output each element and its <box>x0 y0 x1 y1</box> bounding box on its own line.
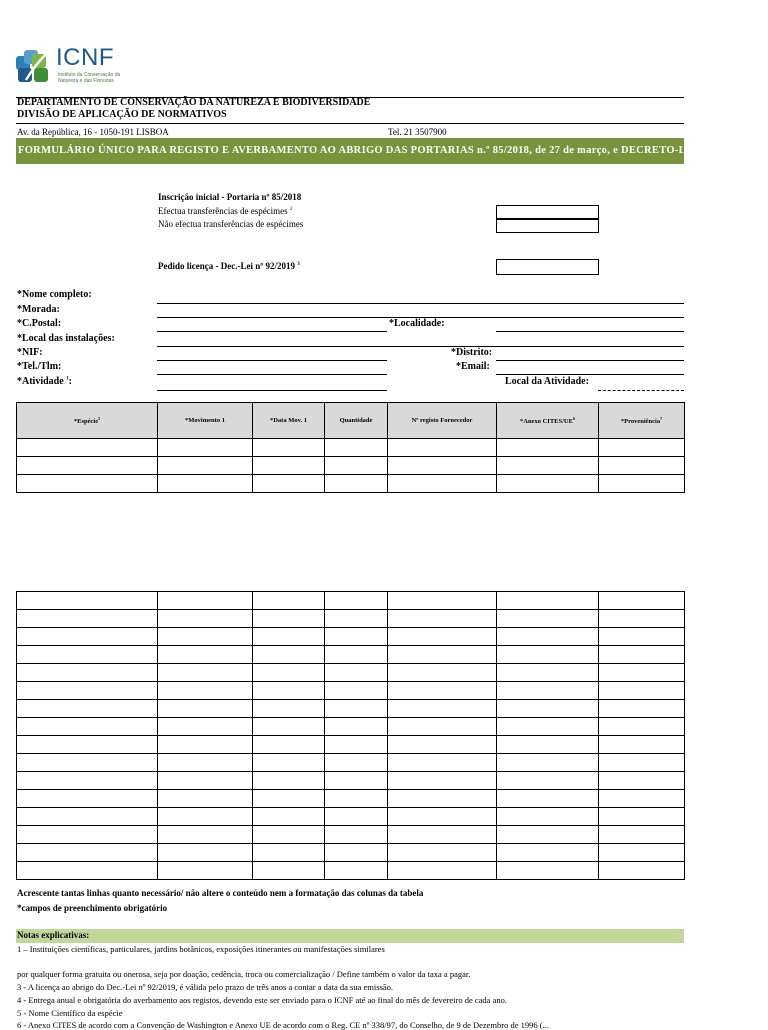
table-cell[interactable] <box>17 862 158 880</box>
nif-field[interactable] <box>157 360 387 361</box>
leaf-logo-icon <box>16 48 54 84</box>
table-cell[interactable] <box>325 628 388 646</box>
table-cell[interactable] <box>17 700 158 718</box>
table-cell[interactable] <box>253 718 325 736</box>
table-cell[interactable] <box>599 844 685 862</box>
col-registo-fornecedor: Nº registo Fornecedor <box>388 403 497 439</box>
table-cell[interactable] <box>158 592 253 610</box>
table-cell[interactable] <box>253 736 325 754</box>
table-cell[interactable] <box>17 790 158 808</box>
col-data-mov: *Data Mov. 1 <box>253 403 325 439</box>
table-cell[interactable] <box>599 808 685 826</box>
table-cell[interactable] <box>253 664 325 682</box>
table-cell[interactable] <box>158 682 253 700</box>
table-cell[interactable] <box>17 808 158 826</box>
table-cell[interactable] <box>17 826 158 844</box>
department-title: DEPARTAMENTO DE CONSERVAÇÃO DA NATUREZA E BIODIVERSIDADE <box>17 97 371 108</box>
table-cell[interactable] <box>599 592 685 610</box>
table-row[interactable] <box>17 664 685 682</box>
table-cell[interactable] <box>388 844 497 862</box>
table-cell[interactable] <box>325 826 388 844</box>
table-cell[interactable] <box>253 808 325 826</box>
cpostal-field[interactable] <box>157 331 387 332</box>
distrito-label: *Distrito: <box>451 347 493 358</box>
table-cell[interactable] <box>17 682 158 700</box>
table-cell[interactable] <box>497 844 599 862</box>
table-cell[interactable] <box>253 682 325 700</box>
table-cell[interactable] <box>599 736 685 754</box>
table-cell[interactable] <box>497 628 599 646</box>
tel-field[interactable] <box>157 374 387 375</box>
table-cell[interactable] <box>388 790 497 808</box>
note-3: 3 - A licença ao abrigo do Dec.-Lei nº 92/2019, é válida pelo prazo de três anos a contar a data da sua emissão. <box>17 982 394 992</box>
table-cell[interactable] <box>497 808 599 826</box>
table-cell[interactable] <box>17 592 158 610</box>
table-header-row <box>17 403 685 439</box>
table-cell[interactable] <box>388 592 497 610</box>
table-cell[interactable] <box>388 862 497 880</box>
table-cell[interactable] <box>388 772 497 790</box>
localidade-label: *Localidade: <box>389 318 445 329</box>
table-cell[interactable] <box>325 754 388 772</box>
col-quantidade: Quantidade <box>325 403 388 439</box>
table-cell[interactable] <box>599 754 685 772</box>
table-cell[interactable] <box>497 826 599 844</box>
table-cell[interactable] <box>497 592 599 610</box>
table-cell[interactable] <box>599 646 685 664</box>
local-instalacoes-field[interactable] <box>157 346 684 347</box>
table-cell[interactable] <box>158 718 253 736</box>
table-cell[interactable] <box>325 718 388 736</box>
address: Av. da República, 16 - 1050-191 LISBOA <box>17 127 169 137</box>
phone: Tel. 21 3507900 <box>388 127 447 137</box>
local-atividade-label: Local da Atividade: <box>505 376 589 387</box>
table-row[interactable] <box>17 457 685 475</box>
atividade-field[interactable] <box>157 390 387 391</box>
note-4: 4 - Entrega anual e obrigatória do averbamento aos registos, devendo este ser enviado para o ICNF até ao final do mês de fevereiro de cada ano. <box>17 995 507 1005</box>
table-cell[interactable] <box>158 628 253 646</box>
table-cell[interactable] <box>158 700 253 718</box>
table-cell[interactable] <box>17 754 158 772</box>
table-cell[interactable] <box>253 700 325 718</box>
species-table <box>16 402 685 493</box>
inscricao-title: Inscrição inicial - Portaria nº 85/2018 <box>158 192 302 202</box>
table-cell[interactable] <box>325 862 388 880</box>
table-cell[interactable] <box>253 610 325 628</box>
table-cell[interactable] <box>253 754 325 772</box>
table-cell[interactable] <box>158 772 253 790</box>
note-2: por qualquer forma gratuita ou onerosa, seja por doação, cedência, troca ou comercialização / Define também o valor da taxa a pagar. <box>17 969 471 979</box>
table-cell[interactable] <box>17 610 158 628</box>
logo-name: ICNF <box>56 44 114 71</box>
table-row[interactable] <box>17 700 685 718</box>
table-row[interactable] <box>17 808 685 826</box>
table-cell[interactable] <box>325 664 388 682</box>
table-cell[interactable] <box>599 664 685 682</box>
table-cell[interactable] <box>325 790 388 808</box>
table-row[interactable] <box>17 772 685 790</box>
nao-efectua-label: Não efectua transferências de espécimes <box>158 219 304 229</box>
nome-field[interactable] <box>157 303 684 304</box>
col-proveniencia: *Proveniência$^7$ <box>599 403 685 439</box>
email-label: *Email: <box>456 361 490 372</box>
header-divider-2 <box>16 123 684 124</box>
table-cell[interactable] <box>388 700 497 718</box>
table-cell[interactable] <box>17 628 158 646</box>
table-row[interactable] <box>17 682 685 700</box>
table-cell[interactable] <box>497 736 599 754</box>
local-atividade-field[interactable] <box>598 390 684 391</box>
cpostal-label: *C.Postal: <box>17 318 62 329</box>
note-6: 6 - Anexo CITES de acordo com a Convenção de Washington e Anexo UE de acordo com o Reg. CE nº 338/97, do Conselho, de 9 de Dezembro de 1996 (... <box>17 1020 549 1030</box>
table-cell[interactable] <box>497 718 599 736</box>
table-cell[interactable] <box>17 844 158 862</box>
atividade-label: *Atividade $^1$: <box>17 376 73 387</box>
table-row[interactable] <box>17 790 685 808</box>
table-cell[interactable] <box>158 808 253 826</box>
table-cell[interactable] <box>253 646 325 664</box>
table-cell[interactable] <box>388 754 497 772</box>
table-cell[interactable] <box>325 844 388 862</box>
table-row[interactable] <box>17 628 685 646</box>
table-cell[interactable] <box>17 718 158 736</box>
table-cell[interactable] <box>17 664 158 682</box>
localidade-field[interactable] <box>496 331 684 332</box>
table-cell[interactable] <box>388 628 497 646</box>
table-cell[interactable] <box>388 736 497 754</box>
form-title: FORMULÁRIO ÚNICO PARA REGISTO E AVERBAMENTO AO ABRIGO DAS PORTARIAS n.º 85/2018, de 27 de março, e DECRETO-L <box>18 145 686 156</box>
table-cell[interactable] <box>17 646 158 664</box>
table-cell[interactable] <box>497 772 599 790</box>
table-row[interactable] <box>17 826 685 844</box>
division-title: DIVISÃO DE APLICAÇÃO DE NORMATIVOS <box>17 109 227 120</box>
table-cell[interactable] <box>599 826 685 844</box>
table-cell[interactable] <box>497 610 599 628</box>
table-cell[interactable] <box>158 646 253 664</box>
efectua-label: Efectua transferências de espécimes $^2$ <box>158 206 293 216</box>
table-cell[interactable] <box>158 664 253 682</box>
table-cell[interactable] <box>253 826 325 844</box>
nao-efectua-checkbox[interactable] <box>496 218 599 233</box>
table-cell[interactable] <box>388 826 497 844</box>
table-cell[interactable] <box>497 646 599 664</box>
col-anexo-cites: *Anexo CITES/$UE^6$ <box>497 403 599 439</box>
logo-subtitle: Instituto da Conservação da Natureza e das Florestas <box>58 72 121 84</box>
table-cell[interactable] <box>388 682 497 700</box>
table-row[interactable] <box>17 736 685 754</box>
nif-label: *NIF: <box>17 347 43 358</box>
table-cell[interactable] <box>158 754 253 772</box>
table-cell[interactable] <box>158 610 253 628</box>
table-cell[interactable] <box>253 790 325 808</box>
email-field[interactable] <box>496 374 684 375</box>
notes-title: Notas explicativas: <box>17 930 90 940</box>
table-cell[interactable] <box>158 736 253 754</box>
table-cell[interactable] <box>325 682 388 700</box>
table-cell[interactable] <box>388 664 497 682</box>
table-cell[interactable] <box>497 682 599 700</box>
nome-label: *Nome completo: <box>17 289 92 300</box>
table-cell[interactable] <box>158 862 253 880</box>
table-cell[interactable] <box>253 862 325 880</box>
table-cell[interactable] <box>497 754 599 772</box>
table-cell[interactable] <box>497 664 599 682</box>
table-cell[interactable] <box>325 736 388 754</box>
table-row[interactable] <box>17 610 685 628</box>
table-row[interactable] <box>17 862 685 880</box>
col-movimento: *Movimento 1 <box>158 403 253 439</box>
table-cell[interactable] <box>497 862 599 880</box>
pedido-checkbox[interactable] <box>496 259 599 275</box>
table-cell[interactable] <box>253 592 325 610</box>
col-especie: *Espécie$^5$ <box>17 403 158 439</box>
table-cell[interactable] <box>599 862 685 880</box>
footer-instruction: Acrescente tantas linhas quanto necessário/ não altere o conteúdo nem a formatação das colunas da tabela <box>17 888 424 898</box>
table-cell[interactable] <box>158 826 253 844</box>
table-cell[interactable] <box>599 772 685 790</box>
table-row[interactable] <box>17 592 685 610</box>
table-cell[interactable] <box>599 700 685 718</box>
table-row[interactable] <box>17 439 685 457</box>
table-cell[interactable] <box>325 592 388 610</box>
species-table-continued <box>16 591 685 880</box>
table-cell[interactable] <box>388 610 497 628</box>
table-cell[interactable] <box>599 790 685 808</box>
table-cell[interactable] <box>17 736 158 754</box>
table-cell[interactable] <box>599 718 685 736</box>
table-cell[interactable] <box>325 700 388 718</box>
note-5: 5 - Nome Científico da espécie <box>17 1008 123 1018</box>
table-row[interactable] <box>17 646 685 664</box>
table-cell[interactable] <box>497 700 599 718</box>
table-cell[interactable] <box>17 772 158 790</box>
table-cell[interactable] <box>599 610 685 628</box>
table-row[interactable] <box>17 844 685 862</box>
table-cell[interactable] <box>325 610 388 628</box>
mandatory-note: *campos de preenchimento obrigatório <box>17 903 168 913</box>
note-1: 1 – Instituições científicas, particulares, jardins botânicos, exposições itinerantes ou manifestações similares <box>17 944 385 954</box>
form-title-bar <box>16 138 684 164</box>
distrito-field[interactable] <box>496 360 684 361</box>
local-instalacoes-label: *Local das instalações: <box>17 333 115 344</box>
table-cell[interactable] <box>253 628 325 646</box>
table-cell[interactable] <box>325 646 388 664</box>
table-row[interactable] <box>17 475 685 493</box>
pedido-label: Pedido licença - Dec.-Lei nº 92/2019 $^3$ <box>158 261 300 271</box>
tel-label: *Tel./Tlm: <box>17 361 62 372</box>
table-cell[interactable] <box>253 844 325 862</box>
table-cell[interactable] <box>599 682 685 700</box>
table-cell[interactable] <box>388 718 497 736</box>
table-cell[interactable] <box>325 772 388 790</box>
table-cell[interactable] <box>325 808 388 826</box>
table-cell[interactable] <box>599 628 685 646</box>
table-cell[interactable] <box>253 772 325 790</box>
icnf-logo <box>16 44 131 88</box>
notes-bar <box>16 929 684 943</box>
table-cell[interactable] <box>388 646 497 664</box>
table-row[interactable] <box>17 754 685 772</box>
morada-label: *Morada: <box>17 304 60 315</box>
table-cell[interactable] <box>158 844 253 862</box>
table-cell[interactable] <box>158 790 253 808</box>
table-cell[interactable] <box>497 790 599 808</box>
table-cell[interactable] <box>388 808 497 826</box>
table-row[interactable] <box>17 718 685 736</box>
